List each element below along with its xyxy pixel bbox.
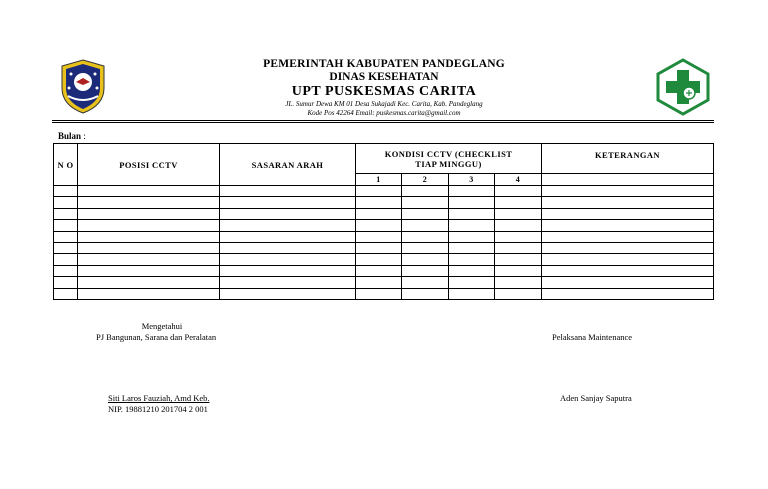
left-signature-title	[96, 321, 228, 332]
institution-title: UPT PUSKESMAS CARITA	[291, 84, 477, 99]
table-row	[54, 277, 714, 288]
cctv-checklist-table	[53, 143, 714, 300]
col-header-sasaran: SASARAN ARAH	[220, 144, 356, 186]
keterangan-sub-cell	[542, 174, 714, 186]
col-header-kondisi: KONDISI CCTV (CHECKLIST TIAP MINGGU)	[356, 144, 542, 174]
table-row	[54, 242, 714, 253]
table-row	[54, 197, 714, 208]
puskesmas-cross-emblem-icon	[656, 58, 710, 116]
month-separator: :	[81, 131, 86, 141]
right-signature-role: Pelaksana Maintenance	[552, 332, 633, 342]
week-header-2: 2	[402, 174, 449, 186]
right-signatory-name: Aden Sanjay Saputra	[560, 393, 632, 403]
left-signatory-nip: NIP. 19881210 201704 2 001	[108, 404, 208, 414]
government-title: PEMERINTAH KABUPATEN PANDEGLANG	[263, 58, 505, 70]
col-header-posisi: POSISI CCTV	[78, 144, 220, 186]
table-row	[54, 254, 714, 265]
address-line: JL. Sumur Dewa KM 01 Desa Sukajadi Kec. Carita, Kab. Pandeglang	[285, 100, 483, 108]
left-signatory-name: Siti Laros Fauziah, Amd Keb.	[108, 393, 210, 403]
pandeglang-regency-emblem-icon	[58, 58, 108, 114]
week-header-3: 3	[449, 174, 495, 186]
month-label: Bulan	[58, 131, 82, 141]
month-field	[58, 131, 86, 141]
contact-line: Kode Pos 42264 Email: puskesmas.carita@gmail.com	[307, 109, 461, 117]
col-header-keterangan: KETERANGAN	[542, 144, 714, 174]
header-divider-thin	[52, 122, 714, 123]
department-title: DINAS KESEHATAN	[329, 71, 439, 83]
week-header-1: 1	[356, 174, 402, 186]
table-row	[54, 231, 714, 242]
letterhead	[200, 58, 568, 118]
table-row	[54, 288, 714, 299]
col-header-no: N O	[54, 144, 78, 186]
table-row	[54, 208, 714, 219]
header-divider	[52, 120, 714, 121]
table-row	[54, 220, 714, 231]
acknowledged-label: Mengetahui	[141, 321, 183, 331]
week-header-4: 4	[495, 174, 542, 186]
table-row	[54, 265, 714, 276]
table-row	[54, 186, 714, 197]
left-signature-role: PJ Bangunan, Sarana dan Peralatan	[96, 332, 217, 342]
